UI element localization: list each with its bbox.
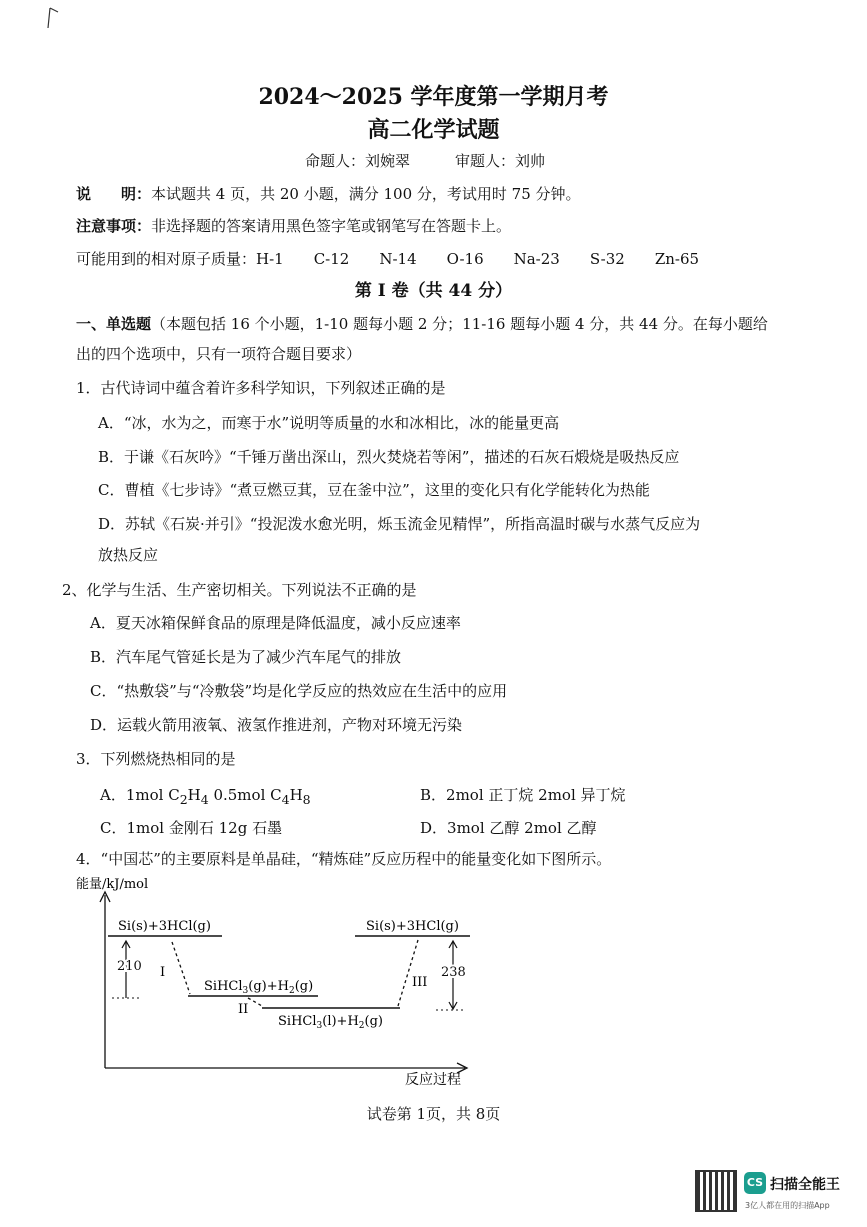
exam-subtitle: 高二化学试题: [367, 117, 500, 143]
atomic-masses: 可能用到的相对原子质量：H-1 C-12 N-14 O-16 Na-23 S-32 Zn-65: [76, 250, 700, 268]
label-part: SiHCl: [278, 1014, 317, 1029]
q3-a-part: H: [289, 786, 303, 804]
value-238: 238: [441, 965, 466, 980]
y-axis-label: 能量/kJ/mol: [76, 877, 149, 892]
step-i-label: I: [160, 965, 166, 980]
note-text: 本试题共 4 页，共 20 小题，满分 100 分，考试用时 75 分钟。: [151, 185, 581, 203]
q3-option-c: C．1mol 金刚石 12g 石墨: [100, 819, 283, 837]
step-ii-label: II: [238, 1002, 249, 1017]
x-axis-label: 反应过程: [405, 1072, 461, 1088]
attention-label: 注意事项：: [76, 217, 152, 235]
q1-option-a: A．“冰，水为之，而寒于水”说明等质量的水和冰相比，冰的能量更高: [98, 414, 560, 432]
q2-option-d: D．运载火箭用液氧、液氢作推进剂，产物对环境无污染: [90, 716, 463, 734]
label-sub: 3: [316, 1021, 323, 1031]
q3-a-sub: 8: [302, 792, 311, 807]
label-sub: 2: [358, 1021, 365, 1031]
label-sub: 2: [288, 986, 295, 996]
step-iii-label: III: [412, 975, 428, 990]
q1-option-d-line1: D．苏轼《石炭·并引》“投泥泼水愈光明，烁玉流金见精悍”，所指高温时碳与水蒸气反应为: [98, 515, 701, 533]
q3-a-part: A．1mol C: [100, 786, 180, 804]
camscanner-logo: CS: [744, 1172, 766, 1194]
section-title: 第 I 卷（共 44 分）: [354, 281, 513, 301]
label-sub: 3: [242, 986, 249, 996]
q4-stem: 4．“中国芯”的主要原料是单晶硅，“精炼硅”反应历程中的能量变化如下图所示。: [76, 850, 612, 868]
q2-option-c: C．“热敷袋”与“冷敷袋”均是化学反应的热效应在生活中的应用: [90, 682, 508, 700]
value-210: 210: [117, 959, 142, 974]
level-si-hcl-left-label: Si(s)+3HCl(g): [118, 919, 211, 934]
brand-tagline: 3亿人都在用的扫描App: [745, 1201, 830, 1210]
q3-a-sub: 2: [179, 792, 188, 807]
q1-option-d-line2: 放热反应: [98, 546, 159, 564]
level-sihcl3-gas-label: [204, 979, 313, 996]
exam-title: 2024～2025 学年度第一学期月考: [258, 84, 609, 110]
transition-i: [172, 942, 190, 994]
authors: 命题人：刘婉翠 审题人：刘帅: [305, 152, 546, 170]
level-si-hcl-right-label: Si(s)+3HCl(g): [366, 919, 459, 934]
section-heading-line2: 出的四个选项中，只有一项符合题目要求）: [76, 345, 362, 363]
label-part: (g): [294, 979, 314, 994]
label-part: SiHCl: [204, 979, 243, 994]
transition-iii: [398, 940, 418, 1006]
label-part: (l)+H: [322, 1014, 359, 1029]
q3-option-d: D．3mol 乙醇 2mol 乙醇: [420, 819, 597, 837]
q3-a-sub: 4: [200, 792, 209, 807]
q2-option-b: B．汽车尾气管延长是为了减少汽车尾气的排放: [90, 648, 402, 666]
brand-name: 扫描全能王: [770, 1177, 840, 1193]
label-part: (g)+H: [248, 979, 289, 994]
level-sihcl3-liquid-label: [278, 1014, 383, 1031]
q2-stem: 2、化学与生活、生产密切相关。下列说法不正确的是: [62, 581, 417, 599]
note-label: 说 明：: [76, 185, 152, 203]
section-heading-label: 一、单选题: [76, 315, 152, 333]
q2-option-a: A．夏天冰箱保鲜食品的原理是降低温度，减小反应速率: [90, 614, 461, 632]
q3-a-sub: 4: [281, 792, 290, 807]
q3-a-part: H: [187, 786, 201, 804]
qr-code: [695, 1170, 737, 1212]
page-footer: 试卷第 1页，共 8页: [366, 1105, 501, 1123]
q1-option-b: B．于谦《石灰吟》“千锤万凿出深山，烈火焚烧若等闲”，描述的石灰石煅烧是吸热反应: [98, 448, 680, 466]
section-heading-text: （本题包括 16 个小题，1-10 题每小题 2 分；11-16 题每小题 4 分，共 44 分。在每小题给: [151, 315, 768, 333]
transition-ii: [248, 998, 262, 1006]
q1-option-c: C．曹植《七步诗》“煮豆燃豆萁，豆在釜中泣”，这里的变化只有化学能转化为热能: [98, 481, 650, 499]
label-part: (g): [364, 1014, 383, 1029]
q1-stem: 1．古代诗词中蕴含着许多科学知识，下列叙述正确的是: [76, 379, 446, 397]
attention-text: 非选择题的答案请用黑色签字笔或钢笔写在答题卡上。: [151, 217, 512, 235]
q3-a-part: 0.5mol C: [208, 786, 282, 804]
q3-option-b: B．2mol 正丁烷 2mol 异丁烷: [420, 786, 626, 804]
q3-stem: 3．下列燃烧热相同的是: [76, 750, 236, 768]
